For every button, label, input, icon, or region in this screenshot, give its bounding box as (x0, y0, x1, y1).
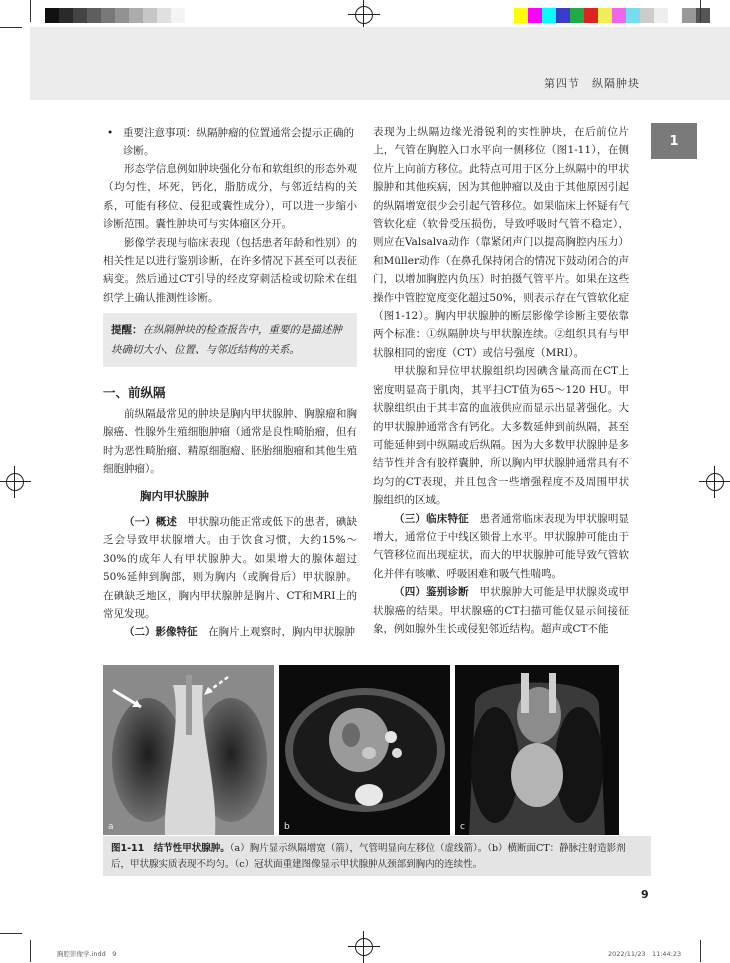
paragraph: 甲状腺和异位甲状腺组织均因碘含量高而在CT上密度明显高于肌肉，其平扫CT值为65～120 HU。甲状腺组织由于其丰富的血液供应而显示出显著强化。大的甲状腺肿通常含有钙化。大多数延伸到前纵隔，甚至可能延伸到中纵隔或后纵隔。因为大多数甲状腺肿是多结节性并含有胶样囊肿，所以胸内甲状腺肿通常具有不均匀的CT表现，并且包含一些增强程度不及周围甲状腺组织的区域。 (373, 365, 629, 507)
page-number: 9 (641, 888, 649, 901)
paragraph: 影像学表现与临床表现（包括患者年龄和性别）的相关性足以进行鉴别诊断，在许多情况下甚至可以表征病变。然后通过CT引导的经皮穿刺活检或切除术在组织学上确认推测性诊断。 (103, 236, 357, 304)
color-swatch (612, 8, 626, 23)
color-swatch (542, 8, 556, 23)
paragraph-label: （一）概述 (124, 516, 177, 528)
grayscale-swatch (115, 8, 129, 23)
subsection-heading: 胸内甲状腺肿 (140, 489, 209, 503)
color-swatch (570, 8, 584, 23)
footer-filename: 胸腔影像学.indd 9 (57, 950, 117, 958)
figure-panel-b-axial-ct (279, 665, 450, 835)
chest-xray-image (103, 665, 274, 835)
paragraph: （二）影像特征 在胸片上观察时，胸内甲状腺肿 (124, 626, 355, 639)
registration-mark-bottom (352, 935, 376, 959)
grayscale-calibration-bar (45, 8, 199, 23)
color-swatch (682, 8, 696, 23)
figure-panel-a-chest-xray (103, 665, 274, 835)
crop-mark (0, 27, 22, 28)
registration-mark-top (352, 3, 376, 27)
chapter-tab: 1 (651, 123, 697, 159)
figure-panel-c-coronal-ct (455, 665, 619, 835)
caption-text: （a）胸片显示纵隔增宽（箭），气管明显向左移位（虚线箭）。（b）横断面CT：静脉注射造影剂后，甲状腺实质表现不均匀。（c）冠状面重建图像显示甲状腺肿从颈部到胸内的连续性。 (111, 843, 626, 870)
figure-caption (103, 836, 651, 876)
color-swatch (528, 8, 542, 23)
left-paragraphs-goiter (103, 513, 357, 642)
panel-label: b (284, 822, 290, 832)
paragraph: （一）概述 甲状腺功能正常或低下的患者，碘缺乏会导致甲状腺增大。由于饮食习惯，大约15%～30%的成年人有甲状腺肿大。如果增大的腺体超过50%延伸到胸部，则为胸内（或胸骨后）甲状腺肿。在碘缺乏地区，胸内甲状腺肿是胸片、CT和MRI上的常见发现。 (103, 516, 358, 621)
color-swatch (640, 8, 654, 23)
color-swatch (654, 8, 668, 23)
color-swatch (556, 8, 570, 23)
color-calibration-bar (514, 8, 710, 23)
axial-ct-image (279, 665, 450, 835)
color-swatch (668, 8, 682, 23)
tip-label: 提醒： (111, 324, 143, 336)
color-swatch (598, 8, 612, 23)
tip-text: 在纵隔肿块的检查报告中，重要的是描述肿块确切大小、位置、与邻近结构的关系。 (111, 324, 342, 356)
paragraph: 表现为上纵隔边缘光滑锐利的实性肿块，在后前位片上，气管在胸腔入口水平向一侧移位（图1-11），在侧位片上向前方移位。此特点可用于区分上纵隔中的甲状腺肿和其他疾病，因为其他肿瘤以及由于其他原因引起的纵隔增宽很少会引起气管移位。如果临床上怀疑有气管软化症（软骨受压损伤，导致呼吸时气管不稳定），则应在Valsalva动作（靠紧闭声门以提高胸腔内压力）和Müller动作（在鼻孔保持闭合的情况下鼓动闭合的声门，以增加胸腔内负压）时拍摄气管平片。如果在这些操作中管腔宽度变化超过50%，则表示存在气管软化症（图1-12）。胸内甲状腺肿的断层影像学诊断主要依靠两个标准：①纵隔肿块与甲状腺连续。②组织具有与甲状腺相同的密度（CT）或信号强度（MRI）。 (373, 126, 629, 359)
caption-label: 图1-11 结节性甲状腺肿。 (111, 843, 230, 854)
crop-mark (30, 940, 31, 962)
grayscale-swatch (157, 8, 171, 23)
paragraph-label: （三）临床特征 (394, 512, 469, 525)
tip-box (103, 313, 357, 367)
bullet-text: 重要注意事项：纵隔肿瘤的位置通常会提示正确的诊断。 (123, 127, 354, 158)
color-swatch (626, 8, 640, 23)
grayscale-swatch (101, 8, 115, 23)
crop-mark (700, 940, 701, 962)
crop-mark (30, 0, 31, 22)
grayscale-swatch (87, 8, 101, 23)
color-swatch (584, 8, 598, 23)
paragraph-label: （二）影像特征 (124, 626, 198, 639)
crop-mark (0, 933, 22, 934)
grayscale-swatch (129, 8, 143, 23)
paragraph: 形态学信息例如肿块强化分布和软组织的形态外观（均匀性，坏死，钙化，脂肪成分，与邻近结构的关系，可能有移位、侵犯或囊性成分），可以进一步缩小诊断范围。囊性肿块可与实体瘤区分开。 (103, 163, 357, 231)
registration-mark-left (3, 470, 27, 494)
color-swatch (514, 8, 528, 23)
grayscale-swatch (59, 8, 73, 23)
coronal-ct-image (455, 665, 619, 835)
crop-mark (700, 0, 701, 22)
paragraph: （四）鉴别诊断 甲状腺肿大可能是甲状腺炎或甲状腺癌的结果。甲状腺癌的CT扫描可能仅显示间接征象，例如腺外生长或侵犯邻近结构。超声或CT不能 (373, 586, 630, 635)
color-swatch (696, 8, 710, 23)
grayscale-swatch (185, 8, 199, 23)
right-column (373, 123, 629, 638)
left-paragraph-anterior (103, 405, 357, 479)
grayscale-swatch (73, 8, 87, 23)
section-heading: 一、前纵隔 (103, 385, 166, 400)
registration-mark-right (703, 470, 727, 494)
panel-label: a (108, 822, 114, 832)
footer-timestamp: 2022/11/23 11:44:23 (608, 950, 682, 958)
paragraph-label: （四）鉴别诊断 (394, 586, 469, 599)
bullet-note (107, 124, 362, 161)
section-title: 第四节 纵隔肿块 (544, 77, 640, 90)
paragraph: 前纵隔最常见的肿块是胸内甲状腺肿、胸腺瘤和胸腺癌、性腺外生殖细胞肿瘤（通常是良性畸胎瘤，但有时为恶性畸胎瘤、精原细胞瘤、胚胎细胞瘤和其他生殖细胞肿瘤）。 (103, 408, 357, 476)
paragraph: （三）临床特征 患者通常临床表现为甲状腺明显增大，通常位于中线区锁骨上水平。甲状腺肿可能由于气管移位而出现症状，而大的甲状腺肿可能导致气管软化并伴有咳嗽、呼吸困难和吸气性喘鸣。 (373, 512, 630, 580)
left-paragraphs (103, 160, 357, 307)
bullet-dot-icon: • (107, 127, 114, 139)
panel-label: c (460, 822, 465, 832)
grayscale-swatch (143, 8, 157, 23)
grayscale-swatch (171, 8, 185, 23)
grayscale-swatch (45, 8, 59, 23)
